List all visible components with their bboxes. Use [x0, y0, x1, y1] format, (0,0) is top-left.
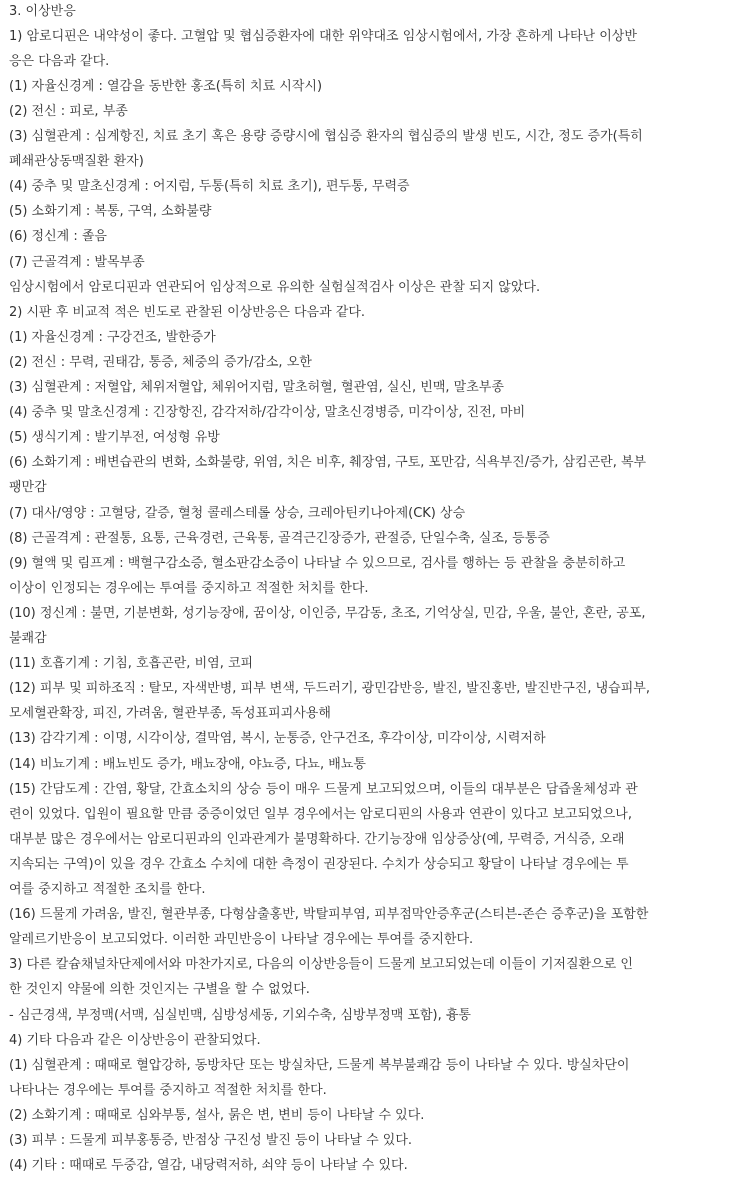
text-line: 3) 다른 칼슘채널차단제에서와 마찬가지로, 다음의 이상반응들이 드물게 보고되었는데 이들이 기저질환으로 인 — [9, 957, 633, 973]
text-line: (7) 대사/영양 : 고혈당, 갈증, 혈청 콜레스테롤 상승, 크레아틴키나아제(CK) 상승 — [9, 505, 466, 521]
text-line: 대부분 많은 경우에서는 암로디핀과의 인과관계가 불명확하다. 간기능장애 임상증상(예, 무력증, 거식증, 오래 — [9, 831, 625, 847]
text-line: (4) 중추 및 말초신경계 : 어지럼, 두통(특히 치료 초기), 편두통, 무력증 — [9, 179, 410, 195]
text-line: (3) 심혈관계 : 심계항진, 치료 초기 혹은 용량 증량시에 협심증 환자의 협심증의 발생 빈도, 시간, 정도 증가(특히 — [9, 129, 643, 144]
text-line: (10) 정신계 : 불면, 기분변화, 성기능장애, 꿈이상, 이인증, 무감동, 초조, 기억상실, 민감, 우울, 불안, 혼란, 공포, — [9, 605, 646, 621]
text-line: (11) 호흡기계 : 기침, 호흡곤란, 비염, 코피 — [9, 656, 254, 672]
text-line: (12) 피부 및 피하조직 : 탈모, 자색반병, 피부 변색, 두드러기, 광민감반응, 발진, 발진홍반, 발진반구진, 냉습피부, — [9, 681, 650, 697]
text-line: (1) 심혈관계 : 때때로 혈압강하, 동방차단 또는 방실차단, 드물게 복부불쾌감 등이 나타날 수 있다. 방실차단이 — [9, 1057, 630, 1073]
text-line: 1) 암로디핀은 내약성이 좋다. 고혈압 및 협심증환자에 대한 위약대조 임상시험에서, 가장 흔하게 나타난 이상반 — [9, 28, 637, 44]
text-line: (2) 소화기계 : 때때로 심와부통, 설사, 묽은 변, 변비 등이 나타날 수 있다. — [9, 1107, 425, 1123]
text-line: (2) 전신 : 무력, 권태감, 통증, 체중의 증가/감소, 오한 — [9, 354, 312, 370]
text-line: (6) 소화기계 : 배변습관의 변화, 소화불량, 위염, 치은 비후, 췌장염, 구토, 포만감, 식욕부진/증가, 삼킴곤란, 복부 — [9, 455, 647, 471]
text-line: (7) 근골격계 : 발목부종 — [9, 254, 145, 270]
section-heading: 3. 이상반응 — [9, 3, 76, 19]
text-line: 모세혈관확장, 피진, 가려움, 혈관부종, 독성표피괴사용해 — [9, 706, 331, 722]
text-line: 불쾌감 — [9, 631, 47, 646]
text-line: (2) 전신 : 피로, 부종 — [9, 103, 128, 119]
text-line: (9) 혈액 및 림프계 : 백혈구감소증, 혈소판감소증이 나타날 수 있으므로, 검사를 행하는 등 관찰을 충분히하고 — [9, 555, 626, 571]
text-line: 지속되는 구역)이 있을 경우 간효소 수치에 대한 측정이 권장된다. 수치가 상승되고 황달이 나타날 경우에는 투 — [9, 856, 629, 872]
text-line: 알레르기반응이 보고되었다. 이러한 과민반응이 나타날 경우에는 투여를 중지한다. — [9, 932, 474, 948]
text-line: 나타나는 경우에는 투여를 중지하고 적절한 처치를 한다. — [9, 1082, 327, 1098]
text-line: (3) 피부 : 드물게 피부홍통증, 반점상 구진성 발진 등이 나타날 수 있다. — [9, 1133, 413, 1148]
text-line: 2) 시판 후 비교적 적은 빈도로 관찰된 이상반응은 다음과 같다. — [9, 304, 366, 320]
text-line: (8) 근골격계 : 관절통, 요통, 근육경련, 근육통, 골격근긴장증가, 관절증, 단일수축, 실조, 등통증 — [9, 530, 550, 546]
text-line: - 심근경색, 부정맥(서맥, 심실빈맥, 심방성세동, 기외수축, 심방부정맥 포함), 흉통 — [9, 1007, 471, 1023]
text-line: 여를 중지하고 적절한 조치를 한다. — [9, 882, 206, 897]
text-line: (5) 생식기계 : 발기부전, 여성형 유방 — [9, 430, 220, 446]
text-line: (1) 자율신경계 : 열감을 동반한 홍조(특히 치료 시작시) — [9, 78, 323, 94]
text-line: (4) 기타 : 때때로 두중감, 열감, 내당력저하, 쇠약 등이 나타날 수 있다. — [9, 1158, 408, 1174]
text-line: (6) 정신계 : 졸음 — [9, 229, 107, 245]
text-line: (3) 심혈관계 : 저혈압, 체위저혈압, 체위어지럼, 말초허혈, 혈관염, 실신, 빈맥, 말초부종 — [9, 380, 504, 395]
text-line: 4) 기타 다음과 같은 이상반응이 관찰되었다. — [9, 1032, 261, 1048]
text-line: 응은 다음과 같다. — [9, 53, 110, 69]
text-line: (15) 간담도계 : 간염, 황달, 간효소치의 상승 등이 매우 드물게 보고되었으며, 이들의 대부분은 담즙울체성과 관 — [9, 781, 638, 797]
text-line: 팽만감 — [9, 480, 47, 496]
text-line: (1) 자율신경계 : 구강건조, 발한증가 — [9, 329, 216, 345]
text-line: 련이 있었다. 입원이 필요할 만큼 중증이었던 일부 경우에서는 암로디핀의 사용과 연관이 있다고 보고되었으나, — [9, 806, 632, 822]
text-line: (14) 비뇨기계 : 배뇨빈도 증가, 배뇨장애, 야뇨증, 다뇨, 배뇨통 — [9, 756, 366, 772]
text-line: 한 것인지 약물에 의한 것인지는 구별을 할 수 없었다. — [9, 982, 310, 998]
text-line: (16) 드물게 가려움, 발진, 혈관부종, 다형삼출홍반, 박탈피부염, 피부점막안증후군(스티븐-존슨 증후군)을 포함한 — [9, 907, 649, 923]
text-line: (5) 소화기계 : 복통, 구역, 소화불량 — [9, 204, 212, 220]
text-line: (4) 중추 및 말초신경계 : 긴장항진, 감각저하/감각이상, 말초신경병증, 미각이상, 진전, 마비 — [9, 405, 526, 421]
text-line: 이상이 인정되는 경우에는 투여를 중지하고 적절한 처치를 한다. — [9, 580, 369, 596]
text-line: 임상시험에서 암로디핀과 연관되어 임상적으로 유의한 실험실적검사 이상은 관찰 되지 않았다. — [9, 279, 541, 295]
text-line: (13) 감각기계 : 이명, 시각이상, 결막염, 복시, 눈통증, 안구건조, 후각이상, 미각이상, 시력저하 — [9, 731, 546, 747]
text-line: 폐쇄관상동맥질환 환자) — [9, 154, 144, 170]
